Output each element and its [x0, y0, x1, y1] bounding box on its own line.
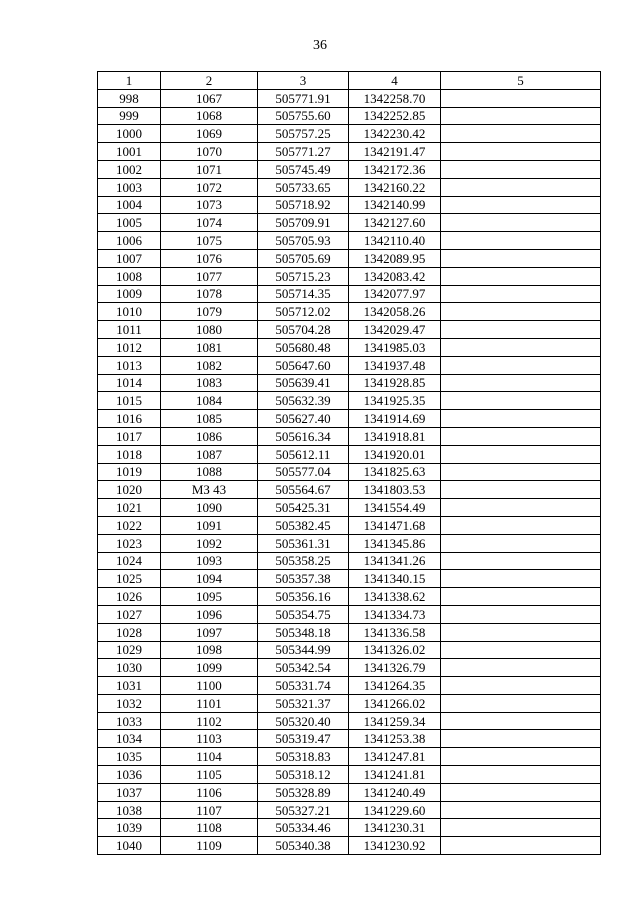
table-row [98, 837, 601, 855]
row-number-cell: 1023 [98, 534, 161, 552]
y-coordinate-cell: 1342077.97 [349, 285, 441, 303]
note-cell [441, 837, 601, 855]
row-number-cell: 1011 [98, 321, 161, 339]
row-number-cell: 998 [98, 89, 161, 107]
row-number-cell: 1001 [98, 143, 161, 161]
y-coordinate-cell: 1342127.60 [349, 214, 441, 232]
point-id-cell: 1105 [161, 766, 258, 784]
x-coordinate-cell: 505709.91 [258, 214, 349, 232]
row-number-cell: 1036 [98, 766, 161, 784]
note-cell [441, 196, 601, 214]
row-number-cell: 1032 [98, 694, 161, 712]
x-coordinate-cell: 505382.45 [258, 516, 349, 534]
x-coordinate-cell: 505348.18 [258, 623, 349, 641]
point-id-cell: 1079 [161, 303, 258, 321]
point-id-cell: 1081 [161, 338, 258, 356]
note-cell [441, 677, 601, 695]
note-cell [441, 712, 601, 730]
y-coordinate-cell: 1341230.31 [349, 819, 441, 837]
point-id-cell: 1097 [161, 623, 258, 641]
table-row [98, 427, 601, 445]
point-id-cell: 1077 [161, 267, 258, 285]
x-coordinate-cell: 505577.04 [258, 463, 349, 481]
x-coordinate-cell: 505680.48 [258, 338, 349, 356]
point-id-cell: 1104 [161, 748, 258, 766]
row-number-cell: 1039 [98, 819, 161, 837]
y-coordinate-cell: 1341471.68 [349, 516, 441, 534]
row-number-cell: 1007 [98, 249, 161, 267]
table-row [98, 801, 601, 819]
point-id-cell: 1082 [161, 356, 258, 374]
table-row [98, 303, 601, 321]
y-coordinate-cell: 1341345.86 [349, 534, 441, 552]
note-cell [441, 819, 601, 837]
y-coordinate-cell: 1341336.58 [349, 623, 441, 641]
row-number-cell: 1004 [98, 196, 161, 214]
y-coordinate-cell: 1342160.22 [349, 178, 441, 196]
y-coordinate-cell: 1342140.99 [349, 196, 441, 214]
point-id-cell: 1091 [161, 516, 258, 534]
x-coordinate-cell: 505340.38 [258, 837, 349, 855]
note-cell [441, 321, 601, 339]
coordinates-table [97, 71, 601, 855]
table-row [98, 623, 601, 641]
x-coordinate-cell: 505616.34 [258, 427, 349, 445]
row-number-cell: 1021 [98, 499, 161, 517]
table-row [98, 605, 601, 623]
note-cell [441, 730, 601, 748]
y-coordinate-cell: 1342172.36 [349, 160, 441, 178]
row-number-cell: 1000 [98, 125, 161, 143]
note-cell [441, 125, 601, 143]
x-coordinate-cell: 505712.02 [258, 303, 349, 321]
row-number-cell: 1035 [98, 748, 161, 766]
point-id-cell: 1109 [161, 837, 258, 855]
row-number-cell: 1033 [98, 712, 161, 730]
note-cell [441, 694, 601, 712]
table-row [98, 766, 601, 784]
row-number-cell: 1015 [98, 392, 161, 410]
row-number-cell: 1006 [98, 232, 161, 250]
row-number-cell: 1014 [98, 374, 161, 392]
point-id-cell: 1087 [161, 445, 258, 463]
x-coordinate-cell: 505358.25 [258, 552, 349, 570]
row-number-cell: 1017 [98, 427, 161, 445]
table-row [98, 516, 601, 534]
point-id-cell: 1093 [161, 552, 258, 570]
note-cell [441, 178, 601, 196]
note-cell [441, 410, 601, 428]
row-number-cell: 1005 [98, 214, 161, 232]
table-row [98, 232, 601, 250]
table-row [98, 338, 601, 356]
y-coordinate-cell: 1341985.03 [349, 338, 441, 356]
point-id-cell: 1084 [161, 392, 258, 410]
table-row [98, 730, 601, 748]
point-id-cell: 1088 [161, 463, 258, 481]
x-coordinate-cell: 505627.40 [258, 410, 349, 428]
x-coordinate-cell: 505319.47 [258, 730, 349, 748]
y-coordinate-cell: 1342191.47 [349, 143, 441, 161]
note-cell [441, 89, 601, 107]
note-cell [441, 356, 601, 374]
x-coordinate-cell: 505705.93 [258, 232, 349, 250]
y-coordinate-cell: 1341229.60 [349, 801, 441, 819]
note-cell [441, 766, 601, 784]
table-row [98, 392, 601, 410]
note-cell [441, 801, 601, 819]
point-id-cell: 1076 [161, 249, 258, 267]
table-row [98, 552, 601, 570]
table-row [98, 677, 601, 695]
y-coordinate-cell: 1342110.40 [349, 232, 441, 250]
point-id-cell: 1092 [161, 534, 258, 552]
x-coordinate-cell: 505357.38 [258, 570, 349, 588]
row-number-cell: 1013 [98, 356, 161, 374]
table-row [98, 534, 601, 552]
table-row [98, 694, 601, 712]
row-number-cell: 1026 [98, 588, 161, 606]
table-row [98, 819, 601, 837]
table-row [98, 214, 601, 232]
table-row [98, 249, 601, 267]
row-number-cell: 1028 [98, 623, 161, 641]
y-coordinate-cell: 1342230.42 [349, 125, 441, 143]
y-coordinate-cell: 1341928.85 [349, 374, 441, 392]
row-number-cell: 1030 [98, 659, 161, 677]
table-row [98, 641, 601, 659]
y-coordinate-cell: 1342089.95 [349, 249, 441, 267]
x-coordinate-cell: 505612.11 [258, 445, 349, 463]
row-number-cell: 1020 [98, 481, 161, 499]
y-coordinate-cell: 1342058.26 [349, 303, 441, 321]
x-coordinate-cell: 505639.41 [258, 374, 349, 392]
table-row [98, 356, 601, 374]
y-coordinate-cell: 1341937.48 [349, 356, 441, 374]
note-cell [441, 783, 601, 801]
table-row [98, 89, 601, 107]
table-row [98, 748, 601, 766]
note-cell [441, 445, 601, 463]
x-coordinate-cell: 505564.67 [258, 481, 349, 499]
column-header-1: 1 [98, 72, 161, 90]
x-coordinate-cell: 505321.37 [258, 694, 349, 712]
x-coordinate-cell: 505745.49 [258, 160, 349, 178]
table-row [98, 783, 601, 801]
row-number-cell: 1010 [98, 303, 161, 321]
point-id-cell: 1068 [161, 107, 258, 125]
row-number-cell: 1019 [98, 463, 161, 481]
point-id-cell: 1069 [161, 125, 258, 143]
y-coordinate-cell: 1342252.85 [349, 107, 441, 125]
point-id-cell: 1102 [161, 712, 258, 730]
note-cell [441, 392, 601, 410]
y-coordinate-cell: 1342258.70 [349, 89, 441, 107]
x-coordinate-cell: 505331.74 [258, 677, 349, 695]
point-id-cell: 1094 [161, 570, 258, 588]
row-number-cell: 1027 [98, 605, 161, 623]
table-row [98, 463, 601, 481]
point-id-cell: 1067 [161, 89, 258, 107]
y-coordinate-cell: 1341803.53 [349, 481, 441, 499]
y-coordinate-cell: 1341253.38 [349, 730, 441, 748]
table-row [98, 374, 601, 392]
x-coordinate-cell: 505718.92 [258, 196, 349, 214]
table-row [98, 178, 601, 196]
note-cell [441, 463, 601, 481]
note-cell [441, 552, 601, 570]
row-number-cell: 1002 [98, 160, 161, 178]
point-id-cell: 1073 [161, 196, 258, 214]
y-coordinate-cell: 1342083.42 [349, 267, 441, 285]
row-number-cell: 1008 [98, 267, 161, 285]
point-id-cell: 1095 [161, 588, 258, 606]
point-id-cell: 1096 [161, 605, 258, 623]
table-row [98, 321, 601, 339]
x-coordinate-cell: 505334.46 [258, 819, 349, 837]
point-id-cell: 1108 [161, 819, 258, 837]
point-id-cell: 1101 [161, 694, 258, 712]
note-cell [441, 534, 601, 552]
row-number-cell: 1012 [98, 338, 161, 356]
y-coordinate-cell: 1341326.79 [349, 659, 441, 677]
note-cell [441, 303, 601, 321]
y-coordinate-cell: 1341326.02 [349, 641, 441, 659]
y-coordinate-cell: 1341825.63 [349, 463, 441, 481]
y-coordinate-cell: 1341914.69 [349, 410, 441, 428]
note-cell [441, 374, 601, 392]
point-id-cell: 1099 [161, 659, 258, 677]
point-id-cell: 1072 [161, 178, 258, 196]
point-id-cell: 1074 [161, 214, 258, 232]
x-coordinate-cell: 505705.69 [258, 249, 349, 267]
note-cell [441, 748, 601, 766]
point-id-cell: 1107 [161, 801, 258, 819]
note-cell [441, 481, 601, 499]
point-id-cell: 1086 [161, 427, 258, 445]
note-cell [441, 605, 601, 623]
row-number-cell: 1037 [98, 783, 161, 801]
point-id-cell: 1100 [161, 677, 258, 695]
row-number-cell: 1009 [98, 285, 161, 303]
note-cell [441, 570, 601, 588]
note-cell [441, 516, 601, 534]
point-id-cell: 1098 [161, 641, 258, 659]
note-cell [441, 285, 601, 303]
x-coordinate-cell: 505733.65 [258, 178, 349, 196]
x-coordinate-cell: 505356.16 [258, 588, 349, 606]
table-row [98, 712, 601, 730]
note-cell [441, 641, 601, 659]
x-coordinate-cell: 505342.54 [258, 659, 349, 677]
y-coordinate-cell: 1341925.35 [349, 392, 441, 410]
x-coordinate-cell: 505327.21 [258, 801, 349, 819]
y-coordinate-cell: 1341920.01 [349, 445, 441, 463]
y-coordinate-cell: 1341247.81 [349, 748, 441, 766]
x-coordinate-cell: 505320.40 [258, 712, 349, 730]
note-cell [441, 623, 601, 641]
note-cell [441, 214, 601, 232]
y-coordinate-cell: 1341240.49 [349, 783, 441, 801]
point-id-cell: 1075 [161, 232, 258, 250]
row-number-cell: 1018 [98, 445, 161, 463]
point-id-cell: 1080 [161, 321, 258, 339]
table-row [98, 570, 601, 588]
note-cell [441, 143, 601, 161]
x-coordinate-cell: 505354.75 [258, 605, 349, 623]
table-row [98, 196, 601, 214]
row-number-cell: 1029 [98, 641, 161, 659]
column-header-3: 3 [258, 72, 349, 90]
row-number-cell: 1025 [98, 570, 161, 588]
page-number: 36 [313, 38, 327, 53]
point-id-cell: МЗ 43 [161, 481, 258, 499]
row-number-cell: 1022 [98, 516, 161, 534]
x-coordinate-cell: 505632.39 [258, 392, 349, 410]
note-cell [441, 107, 601, 125]
y-coordinate-cell: 1341266.02 [349, 694, 441, 712]
x-coordinate-cell: 505318.12 [258, 766, 349, 784]
y-coordinate-cell: 1341338.62 [349, 588, 441, 606]
table-body [98, 89, 601, 854]
x-coordinate-cell: 505715.23 [258, 267, 349, 285]
table-row [98, 160, 601, 178]
note-cell [441, 338, 601, 356]
x-coordinate-cell: 505704.28 [258, 321, 349, 339]
y-coordinate-cell: 1341241.81 [349, 766, 441, 784]
x-coordinate-cell: 505714.35 [258, 285, 349, 303]
x-coordinate-cell: 505647.60 [258, 356, 349, 374]
note-cell [441, 160, 601, 178]
table-row [98, 143, 601, 161]
y-coordinate-cell: 1341334.73 [349, 605, 441, 623]
point-id-cell: 1090 [161, 499, 258, 517]
note-cell [441, 427, 601, 445]
row-number-cell: 1034 [98, 730, 161, 748]
column-header-2: 2 [161, 72, 258, 90]
table-row [98, 659, 601, 677]
table-row [98, 588, 601, 606]
y-coordinate-cell: 1341918.81 [349, 427, 441, 445]
x-coordinate-cell: 505425.31 [258, 499, 349, 517]
table-header-row [98, 72, 601, 90]
row-number-cell: 1038 [98, 801, 161, 819]
point-id-cell: 1106 [161, 783, 258, 801]
y-coordinate-cell: 1341554.49 [349, 499, 441, 517]
y-coordinate-cell: 1342029.47 [349, 321, 441, 339]
x-coordinate-cell: 505361.31 [258, 534, 349, 552]
y-coordinate-cell: 1341230.92 [349, 837, 441, 855]
row-number-cell: 1031 [98, 677, 161, 695]
x-coordinate-cell: 505755.60 [258, 107, 349, 125]
note-cell [441, 499, 601, 517]
point-id-cell: 1083 [161, 374, 258, 392]
x-coordinate-cell: 505318.83 [258, 748, 349, 766]
table-row [98, 481, 601, 499]
note-cell [441, 588, 601, 606]
table-row [98, 285, 601, 303]
point-id-cell: 1071 [161, 160, 258, 178]
column-header-5: 5 [441, 72, 601, 90]
row-number-cell: 999 [98, 107, 161, 125]
column-header-4: 4 [349, 72, 441, 90]
x-coordinate-cell: 505344.99 [258, 641, 349, 659]
table-row [98, 267, 601, 285]
note-cell [441, 267, 601, 285]
point-id-cell: 1103 [161, 730, 258, 748]
point-id-cell: 1085 [161, 410, 258, 428]
row-number-cell: 1040 [98, 837, 161, 855]
row-number-cell: 1003 [98, 178, 161, 196]
x-coordinate-cell: 505771.27 [258, 143, 349, 161]
y-coordinate-cell: 1341340.15 [349, 570, 441, 588]
y-coordinate-cell: 1341341.26 [349, 552, 441, 570]
x-coordinate-cell: 505757.25 [258, 125, 349, 143]
point-id-cell: 1078 [161, 285, 258, 303]
y-coordinate-cell: 1341264.35 [349, 677, 441, 695]
note-cell [441, 249, 601, 267]
row-number-cell: 1016 [98, 410, 161, 428]
note-cell [441, 659, 601, 677]
note-cell [441, 232, 601, 250]
table-row [98, 445, 601, 463]
row-number-cell: 1024 [98, 552, 161, 570]
y-coordinate-cell: 1341259.34 [349, 712, 441, 730]
table-row [98, 107, 601, 125]
table-row [98, 410, 601, 428]
table-row [98, 499, 601, 517]
x-coordinate-cell: 505771.91 [258, 89, 349, 107]
point-id-cell: 1070 [161, 143, 258, 161]
x-coordinate-cell: 505328.89 [258, 783, 349, 801]
table-row [98, 125, 601, 143]
